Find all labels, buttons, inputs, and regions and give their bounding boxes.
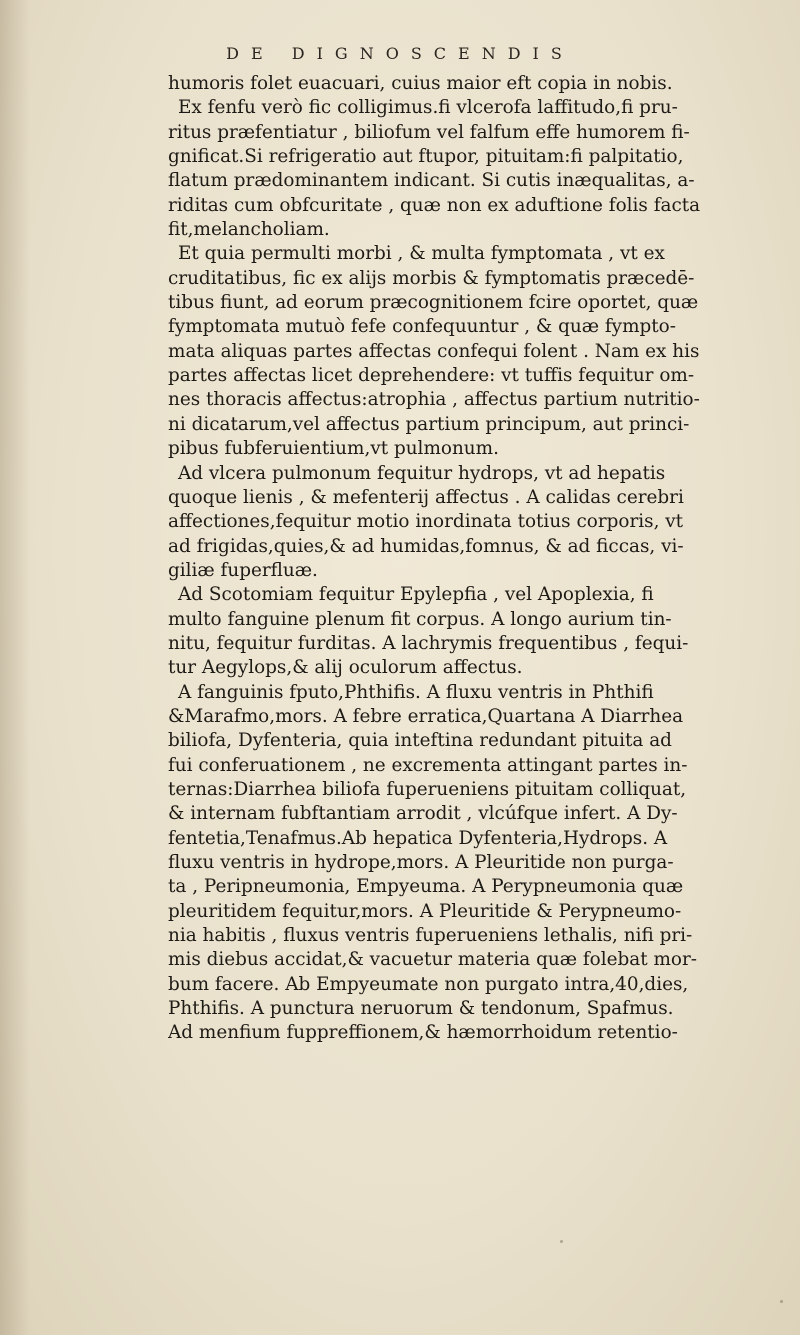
text-line: fymptomata mutuò fefe confequuntur , & quæ fympto- <box>168 316 676 338</box>
text-line: biliofa, Dyfenteria, quia inteftina redundant pituita ad <box>168 730 672 752</box>
text-line: &Marafmo,mors. A febre erratica,Quartana A Diarrhea <box>168 705 684 727</box>
text-line: nia habitis , fluxus ventris fuperueniens lethalis, nifi pri- <box>168 925 693 947</box>
text-line: ni dicatarum,vel affectus partium principum, aut princi- <box>168 413 690 435</box>
text-line: quoque lienis , & mefenterij affectus . A calidas cerebri <box>168 486 684 508</box>
text-line: humoris folet euacuari, cuius maior eft copia in nobis. <box>168 73 673 94</box>
text-line: cruditatibus, fic ex alijs morbis & fymptomatis præcedē- <box>168 267 695 289</box>
text-line: ritus præfentiatur , biliofum vel falfum effe humorem fi- <box>168 121 690 143</box>
text-line: affectiones,fequitur motio inordinata totius corporis, vt <box>168 511 684 533</box>
running-head: DE DIGNOSCENDIS <box>226 44 574 63</box>
text-line: Ad menfium fuppreffionem,& hæmorrhoidum retentio- <box>168 1022 678 1044</box>
text-line: fluxu ventris in hydrope,mors. A Pleuritide non purga- <box>168 852 674 873</box>
text-line: tur Aegylops,& alij oculorum affectus. <box>168 657 523 679</box>
text-line: mis diebus accidat,& vacuetur materia quæ folebat mor- <box>168 949 697 971</box>
text-line: multo fanguine plenum fit corpus. A longo aurium tin- <box>168 608 672 630</box>
text-line: fui conferuationem , ne excrementa attingant partes in- <box>168 754 688 776</box>
text-line: bum facere. Ab Empyeumate non purgato intra,40,dies, <box>168 973 689 995</box>
text-line: pleuritidem fequitur,mors. A Pleuritide & Perypneumo- <box>168 900 682 922</box>
text-line: Ex fenfu verò fic colligimus.fi vlcerofa laffitudo,fi pru- <box>178 97 678 119</box>
text-line: ta , Peripneumonia, Empyeuma. A Perypneumonia quæ <box>168 876 684 898</box>
text-line: fit,melancholiam. <box>168 219 330 241</box>
text-line: ternas:Diarrhea biliofa fuperueniens pituitam colliquat, <box>168 778 687 800</box>
text-line: mata aliquas partes affectas confequi folent . Nam ex his <box>168 340 700 362</box>
text-line: Ad Scotomiam fequitur Epylepfia , vel Apoplexia, fi <box>178 584 654 606</box>
text-line: pibus fubferuientium,vt pulmonum. <box>168 438 499 460</box>
text-line: fentetia,Tenafmus.Ab hepatica Dyfenteria,Hydrops. A <box>168 827 668 849</box>
text-line: partes affectas licet deprehendere: vt tuffis fequitur om- <box>168 365 695 387</box>
text-line: gnificat.Si refrigeratio aut ftupor, pituitam:fi palpitatio, <box>168 146 684 168</box>
text-line: A fanguinis fputo,Phthifis. A fluxu ventris in Phthifi <box>178 681 654 703</box>
text-line: Et quia permulti morbi , & multa fymptomata , vt ex <box>178 243 665 265</box>
text-line: tibus fiunt, ad eorum præcognitionem fcire oportet, quæ <box>168 292 699 314</box>
text-line: ad frigidas,quies,& ad humidas,fomnus, & ad ficcas, vi- <box>168 535 684 557</box>
text-line: nitu, fequitur furditas. A lachrymis frequentibus , fequi- <box>168 632 689 654</box>
text-line: flatum prædominantem indicant. Si cutis inæqualitas, a- <box>168 170 695 192</box>
paper-speck <box>780 1300 783 1303</box>
text-line: giliæ fuperfluæ. <box>168 559 318 581</box>
text-line: nes thoracis affectus:atrophia , affectus partium nutritio- <box>168 389 700 411</box>
gutter-shadow <box>0 0 30 1335</box>
text-line: riditas cum obfcuritate , quæ non ex aduftione folis facta <box>168 194 701 216</box>
body-text <box>168 72 738 1046</box>
paper-speck <box>560 1240 563 1243</box>
text-line: & internam fubftantiam arrodit , vlcúfque infert. A Dy- <box>168 803 678 825</box>
text-line: Ad vlcera pulmonum fequitur hydrops, vt ad hepatis <box>178 462 666 484</box>
text-line: Phthifis. A punctura neruorum & tendonum, Spafmus. <box>168 998 674 1020</box>
